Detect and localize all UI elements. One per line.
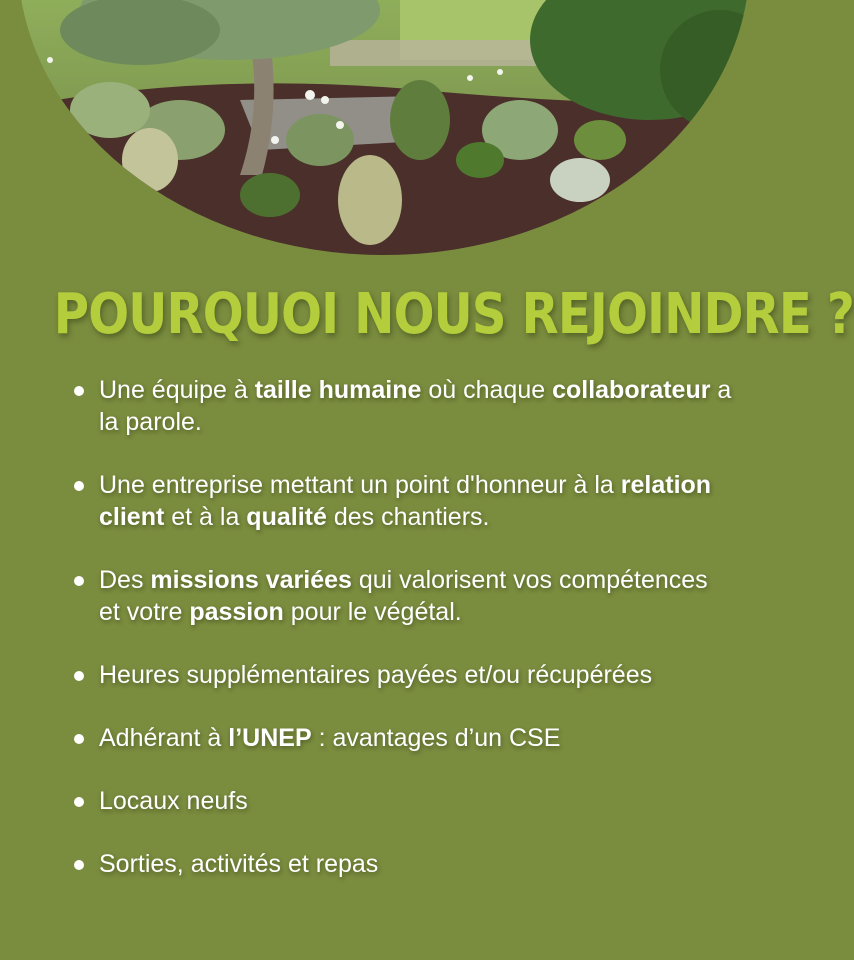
bullet-icon <box>74 734 84 744</box>
list-item: Heures supplémentaires payées et/ou récupérées <box>72 659 732 691</box>
bullet-icon <box>74 481 84 491</box>
bullet-icon <box>74 671 84 681</box>
list-item: Sorties, activités et repas <box>72 848 732 880</box>
benefits-list <box>72 374 732 880</box>
bullet-icon <box>74 386 84 396</box>
bullet-icon <box>74 860 84 870</box>
bullet-icon <box>74 797 84 807</box>
page-title: POURQUOI NOUS REJOINDRE ? <box>53 282 854 347</box>
bullet-icon <box>74 576 84 586</box>
list-item: Locaux neufs <box>72 785 732 817</box>
list-item: Des missions variées qui valorisent vos compétences et votre passion pour le végétal. <box>72 564 732 628</box>
list-item: Adhérant à l’UNEP : avantages d’un CSE <box>72 722 732 754</box>
garden-photo <box>0 0 768 270</box>
list-item: Une équipe à taille humaine où chaque collaborateur a la parole. <box>72 374 732 438</box>
list-item: Une entreprise mettant un point d'honneur à la relation client et à la qualité des chantiers. <box>72 469 732 533</box>
header-photo <box>0 0 768 270</box>
